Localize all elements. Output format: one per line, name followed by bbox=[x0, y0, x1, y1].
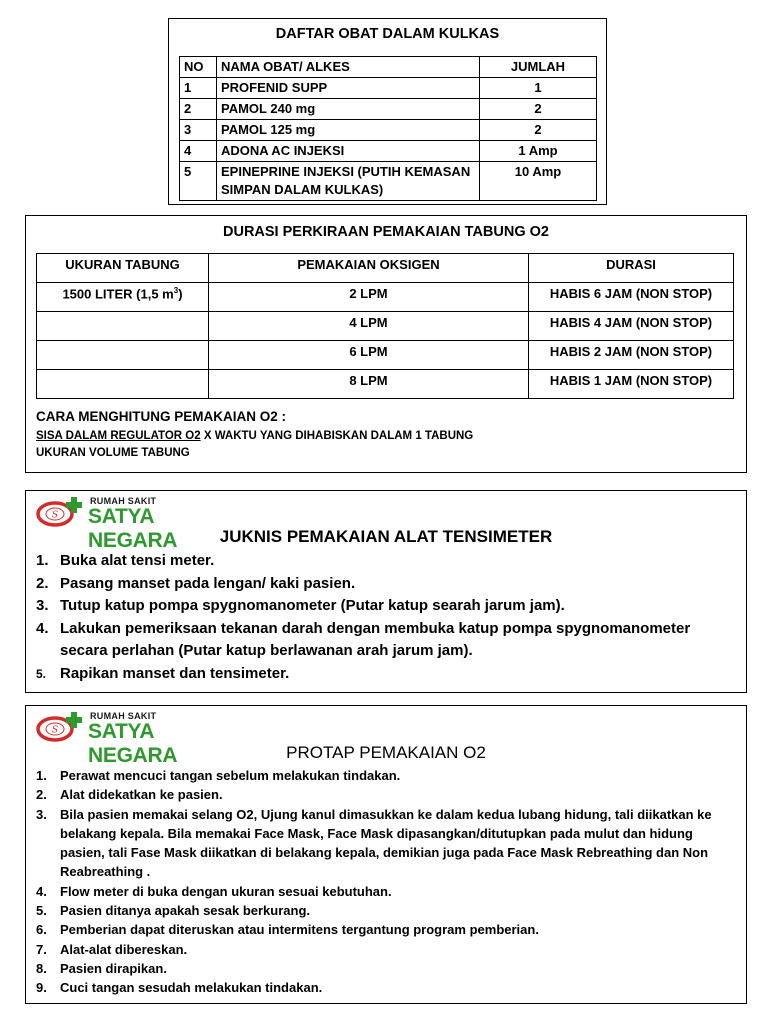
table-row bbox=[37, 312, 734, 341]
row-flow: 2 LPM bbox=[209, 283, 529, 312]
row-qty: 1 Amp bbox=[480, 141, 597, 162]
table-row bbox=[37, 370, 734, 399]
row-no: 5 bbox=[180, 162, 217, 201]
row-name: PAMOL 240 mg bbox=[217, 99, 480, 120]
list-item: 1. Perawat mencuci tangan sebelum melakukan tindakan. bbox=[36, 768, 401, 783]
medicine-fridge-title: DAFTAR OBAT DALAM KULKAS bbox=[275, 26, 500, 42]
o2-duration-title: DURASI PERKIRAAN PEMAKAIAN TABUNG O2 bbox=[223, 224, 549, 240]
header-name: NAMA OBAT/ ALKES bbox=[217, 57, 480, 78]
empty-cell bbox=[37, 341, 209, 370]
logo-mark-icon bbox=[34, 495, 90, 529]
row-qty: 10 Amp bbox=[480, 162, 597, 201]
row-no: 3 bbox=[180, 120, 217, 141]
list-item: 7. Alat-alat dibereskan. bbox=[36, 941, 188, 957]
header-duration: DURASI bbox=[529, 254, 734, 283]
list-item: 5. Pasien ditanya apakah sesak berkurang. bbox=[36, 903, 311, 919]
empty-cell bbox=[37, 312, 209, 341]
table-row bbox=[180, 141, 597, 162]
row-name: PAMOL 125 mg bbox=[217, 120, 480, 141]
logo-small-text: RUMAH SAKIT bbox=[90, 496, 157, 506]
tensimeter-title: JUKNIS PEMAKAIAN ALAT TENSIMETER bbox=[219, 527, 553, 546]
row-no: 2 bbox=[180, 99, 217, 120]
calc-formula bbox=[36, 430, 473, 442]
list-item: 2. Pasang manset pada lengan/ kaki pasien. bbox=[36, 574, 356, 592]
table-row bbox=[180, 78, 597, 99]
o2-protocol-box bbox=[25, 705, 747, 1004]
list-item: 6. Pemberian dapat diteruskan atau intermitens tergantung program pemberian. bbox=[36, 922, 539, 938]
row-duration: HABIS 4 JAM (NON STOP) bbox=[529, 312, 734, 341]
calc-rest: X WAKTU YANG DIHABISKAN DALAM 1 TABUNG bbox=[200, 430, 474, 442]
logo-big-text: SATYA NEGARA bbox=[88, 720, 178, 767]
row-name: ADONA AC INJEKSI bbox=[217, 141, 480, 162]
row-duration: HABIS 6 JAM (NON STOP) bbox=[529, 283, 734, 312]
list-item: 5. Rapikan manset dan tensimeter. bbox=[36, 664, 290, 682]
medicine-table-header bbox=[180, 57, 597, 78]
tensimeter-box bbox=[25, 490, 747, 693]
table-row bbox=[180, 162, 597, 201]
list-item: 9. Cuci tangan sesudah melakukan tindakan. bbox=[36, 980, 323, 996]
row-flow: 4 LPM bbox=[209, 312, 529, 341]
o2-table-header bbox=[37, 254, 734, 283]
medicine-table bbox=[179, 56, 597, 201]
row-flow: 8 LPM bbox=[209, 370, 529, 399]
calc-denominator: UKURAN VOLUME TABUNG bbox=[36, 447, 190, 459]
table-row bbox=[37, 283, 734, 312]
row-no: 4 bbox=[180, 141, 217, 162]
header-no: NO bbox=[180, 57, 217, 78]
row-qty: 1 bbox=[480, 78, 597, 99]
table-row bbox=[180, 99, 597, 120]
empty-cell bbox=[37, 370, 209, 399]
list-item: 4. Flow meter di buka dengan ukuran sesuai kebutuhan. bbox=[36, 883, 392, 899]
row-no: 1 bbox=[180, 78, 217, 99]
row-name: PROFENID SUPP bbox=[217, 78, 480, 99]
row-flow: 6 LPM bbox=[209, 341, 529, 370]
row-duration: HABIS 2 JAM (NON STOP) bbox=[529, 341, 734, 370]
table-row bbox=[180, 120, 597, 141]
tensimeter-steps bbox=[34, 550, 734, 685]
row-duration: HABIS 1 JAM (NON STOP) bbox=[529, 370, 734, 399]
o2-protocol-steps bbox=[34, 766, 738, 998]
list-item: 1. Buka alat tensi meter. bbox=[36, 552, 215, 569]
o2-duration-box bbox=[25, 215, 747, 473]
calc-title: CARA MENGHITUNG PEMAKAIAN O2 : bbox=[36, 409, 287, 424]
hospital-logo bbox=[34, 710, 234, 767]
list-item: 2. Alat didekatkan ke pasien. bbox=[36, 787, 223, 803]
medicine-fridge-box bbox=[168, 18, 607, 205]
row-name: EPINEPRINE INJEKSI (PUTIH KEMASAN SIMPAN DALAM KULKAS) bbox=[217, 162, 480, 201]
logo-mark-icon bbox=[34, 710, 90, 744]
hospital-logo bbox=[34, 495, 234, 552]
logo-small-text: RUMAH SAKIT bbox=[90, 711, 157, 721]
row-qty: 2 bbox=[480, 120, 597, 141]
svg-text:S: S bbox=[51, 725, 59, 736]
calc-numerator: SISA DALAM REGULATOR O2 bbox=[36, 430, 201, 442]
svg-text:S: S bbox=[51, 510, 59, 521]
list-item: 8. Pasien dirapikan. bbox=[36, 960, 167, 976]
header-size: UKURAN TABUNG bbox=[37, 254, 209, 283]
tank-size: 1500 LITER (1,5 $m^3$) bbox=[37, 283, 209, 312]
row-qty: 2 bbox=[480, 99, 597, 120]
list-item: 3. Tutup katup pompa spygnomanometer (Putar katup searah jarum jam). bbox=[36, 597, 565, 614]
list-item: 3. Bila pasien memakai selang O2, Ujung kanul dimasukkan ke dalam kedua lubang hidung, tali diikatkan ke belakang kepala. Bila memakai Face Mask, Face Mask dipasangkan/ditutupkan pada mulut dan hidung pasien, tali Fase Mask diikatkan di belakang kepala, demikian juga pada Face Mask Rebreathing dan Non Reabreathing . bbox=[36, 806, 712, 880]
o2-protocol-title: PROTAP PEMAKAIAN O2 bbox=[286, 743, 486, 762]
list-item: 4. Lakukan pemeriksaan tekanan darah dengan membuka katup pompa spygnomanometer secara perlahan (Putar katup berlawanan arah jarum jam). bbox=[36, 619, 691, 659]
header-flow: PEMAKAIAN OKSIGEN bbox=[209, 254, 529, 283]
logo-big-text: SATYA NEGARA bbox=[88, 505, 178, 552]
header-qty: JUMLAH bbox=[480, 57, 597, 78]
table-row bbox=[37, 341, 734, 370]
o2-duration-table bbox=[36, 253, 734, 399]
